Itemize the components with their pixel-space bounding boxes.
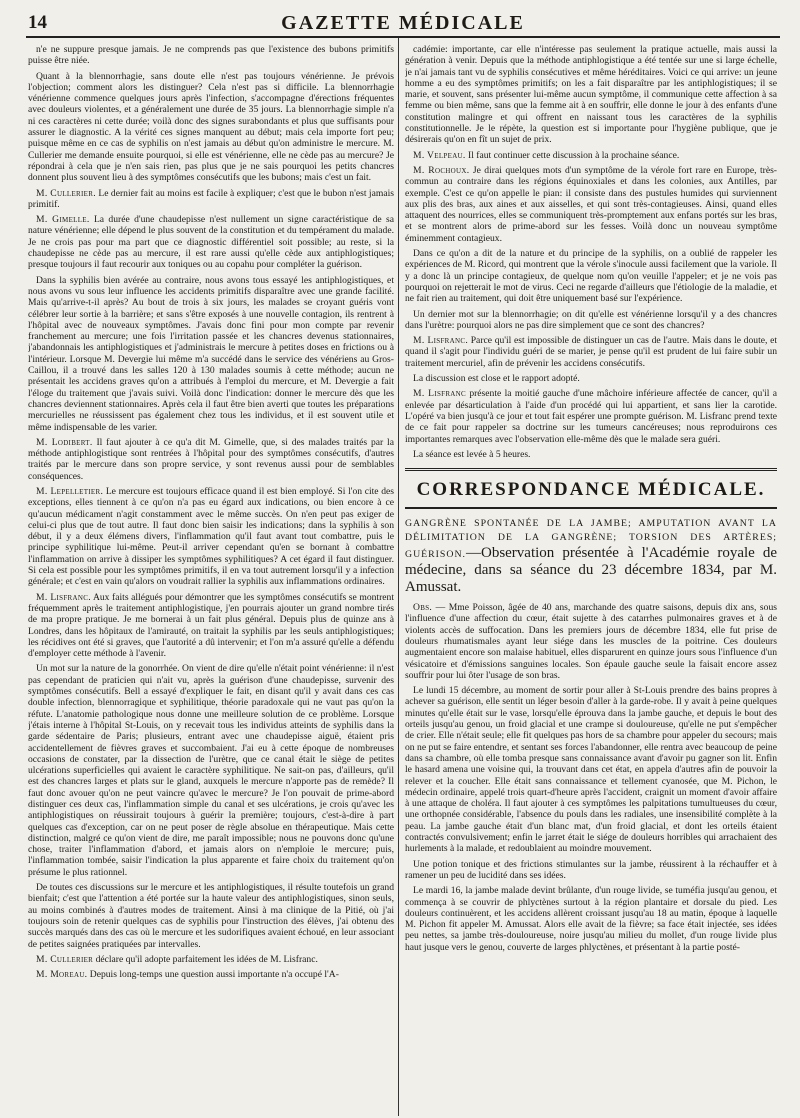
- paragraph-text: Dans la syphilis bien avérée au contraire, nous avons tous essayé les antiphlogistiques, et nous avons vu sous leur influence les accidents primitifs disparaître avec une grande facilité. Mais qu'arrive-t-il après? Au bout de trois à six jours, les malades se croyant guéris vont célébrer leur sortie à la barrière; et sans s'être exposés à une nouvelle contagion, ils rentrent à l'hôpital avec de nouveaux symptômes. J'avais donc fini pour mon compte par revenir franchement au mercure; une fois l'irritation passée et les chancres devenus stationnaires, j'abandonnais les antiphlogistiques et j'administrais le mercure à petites doses en frictions ou à l'intérieur. Lorsque M. Devergie lui même m'a succédé dans le service des vénériens au Gros-Caillou, il a trouvé dans les salles 120 à 130 malades soumis à cette méthode; aucun ne présentait les accidens graves qu'on a attribués à l'emploi du mercure, et M. Devergie a fait l'éloge du traitement que j'avais suivi. Voilà donc l'indication: donner le mercure dès que les chancres deviennent stationnaires. Après cela il faut être bien averti que toutes les préparations mercurielles ne réussissent pas également chez tous les individus, et il est souvent utile et même indispensable de les varier.: [28, 274, 394, 433]
- paragraph-text: Le lundi 15 décembre, au moment de sortir pour aller à St-Louis prendre des bains propres à achever sa guérison, elle sentit un léger besoin d'aller à la garde-robe. Il y avait à peine quelques minutes qu'elle était sur le vase, lorsqu'elle éprouva dans la jambe gauche, et depuis le bout des orteils jusqu'au genou, un froid glacial et une crampe si douloureuse, qu'elle ne put s'empêcher de crier. Elle n'était seule; elle fit quelques pas hors de sa chambre pour appeler du secours; mais on ne put se faire entendre, et sentant ses forces l'abandonner, elle rentra avec beaucoup de peine dans sa chambre, où elle tomba presque sans connaissance avant d'avoir pu gagner son lit. Enfin le hasard amena une voisine qui, la trouvant dans cet état, en appela d'autres afin de pouvoir la relever et la coucher. Elle était sans connaissance et tellement cyanosée, que M. Pichon, le médecin ordinaire, appelé trois quart-d'heure après l'accident, craignit un moment d'avoir affaire à une attaque de choléra. Il faut ajouter à ces symptômes les palpitations tumultueuses du cœur, une orthopnée considérable, l'absence du pouls dans les radiales, une insensibilité complète à la peau. La jambe gauche était d'un blanc mat, d'un froid glacial, et dont les orteils étaient contractés convulsivement; enfin le jarret était le siége de douleurs horribles qui arrachaient des hurlements à la malade, et redoublaient au moindre mouvement.: [405, 685, 777, 855]
- paragraph-text: Un mot sur la nature de la gonorrhée. On vient de dire qu'elle n'était point vénérienne: il n'est pas cependant de praticien qui n'ait vu, après la guérison d'une chaudepisse, survenir des symptômes consécutifs. Bell a essayé d'expliquer le fait, en disant qu'il y avait dans ces cas double infection, blennorragique et syphilitique, théorie paradoxale qui ne vaut pas qu'on la réfute. L'anatomie pathologique nous donne une meilleure solution de ce problème. Lorsque j'étais interne à l'hôpital St-Louis, on y recevait tous les individus atteints de syphilis dans la garde sédentaire de Paris; plusieurs, entrant avec une chaudepisse aiguë, étaient pris accidentellement de fièvres graves et succombaient. J'ai eu à cette époque de nombreuses occasions de constater, par la dissection de l'urètre, que ce canal était le siège de petites ulcérations superficielles qui avaient le caractère syphilitique. Ne sait-on pas, d'ailleurs, qu'il est des chancres larges et plats sur le gland, auxquels le mercure n'apporte pas de remède? Il faut donc avouer qu'on ne peut vaincre qu'avec le mercure? Je l'on pouvait de prime-abord distinguer ces deux cas, l'inflammation simple du canal et ses ulcérations, je crois qu'avec les antiphlogistiques on réussirait toujours à guérir la première; toujours, c'est-à-dire à part quelques cas d'exception, car on ne peut poser de règle absolue en thérapeutique. Mais cette distinction, malgré ce qu'on vient de dire, me paraît impossible; nous ne pouvons donc qu'une chose, traiter l'inflammation d'abord, et jamais alors on n'emploie le mercure; puis, l'inflammation tombée, saisir l'indication la plus apparente et faire choix du traitement qu'on présume le plus rationnel.: [28, 663, 394, 878]
- paragraph: [405, 248, 777, 304]
- paragraph: [28, 486, 394, 588]
- paragraph-text: Depuis long-temps une question aussi importante n'a occupé l'A-: [89, 969, 339, 981]
- paragraph-text: Il faut ajouter à ce qu'a dit M. Gimelle, que, si des malades traités par la méthode antiphlogistique sont rentrées à l'hôpital pour des symptômes consécutifs, d'autres traités par le mercure dans son propre service, y sont revenus aussi pour de semblables conséquences.: [28, 436, 394, 482]
- paragraph: [405, 685, 777, 854]
- paragraph: [405, 373, 777, 384]
- paragraph: [28, 882, 394, 950]
- paragraph: [405, 165, 777, 244]
- speaker-name: M. Moreau.: [36, 969, 88, 981]
- speaker-name: M. Lodibert.: [36, 436, 93, 448]
- paragraph: [28, 663, 394, 878]
- paragraph-text: — Mme Poisson, âgée de 40 ans, marchande des quatre saisons, depuis dix ans, sous l'influence d'une affection du cœur, était sujette à des catarrhes pulmonaires graves et à de violents accès de suffocation. Dans les premiers jours de décembre 1834, elle fut prise de douleurs rhumatismales ayant leur siége dans les muscles de la poitrine. Ces douleurs augmentaient encore son malaise habituel, elles disparurent en quinze jours sous l'influence d'un vésicatoire et d'émissions sanguines locales. Son épaule gauche seule la faisait encore assez souffrir pour lui ôter l'usage de son bras.: [405, 602, 777, 681]
- article-title: [405, 517, 777, 596]
- paragraph: [405, 335, 777, 369]
- paragraph-text: Un dernier mot sur la blennorrhagie; on dit qu'elle est vénérienne lorsqu'il y a des chancres dans l'urètre: pourquoi alors ne pas dire simplement que ce sont des chancres?: [405, 308, 777, 331]
- page-header: [26, 12, 780, 32]
- paragraph: [28, 188, 394, 211]
- paragraph: [28, 275, 394, 433]
- paragraph-text: Dans ce qu'on a dit de la nature et du principe de la syphilis, on a oublié de rappeler les expériences de M. Ricord, qui montrent que la vérole s'inocule aussi facilement que la variole. Il y a donc là un principe contagieux, de quelque nom qu'on veuille l'appeler; et je ne vois pas pourquoi on rejetterait le mot de virus. Ceci ne regarde d'ailleurs que l'étiologie de la maladie, et ne fait rien au traitement, qui doit être uniquement basé sur l'expérience.: [405, 248, 777, 305]
- paragraph-text: Le mardi 16, la jambe malade devint brûlante, d'un rouge livide, se tuméfia jusqu'au genou, et commença à se couvrir de phlyctènes surtout à la région plantaire et dorsale du pied. Les douleurs continuèrent, et les accidens allèrent croissant jusqu'au 18 au matin, époque à laquelle M. Pichon fit appeler M. Amussat. Alors elle avait de la fièvre; sa face était injectée, ses idées peu nettes, sa jambe très-douloureuse, noire jusqu'au milieu du mollet, d'un rouge livide plus haut jusque vers le genou, couverte de larges phlyctènes, et présentant à la partie posté-: [405, 885, 777, 953]
- paragraph-text: n'e ne suppure presque jamais. Je ne comprends pas que l'existence des bubons primitifs puisse être niée.: [28, 44, 394, 67]
- paragraph-text: La séance est levée à 5 heures.: [413, 448, 531, 460]
- paragraph: [28, 437, 394, 482]
- speaker-name: M. Lepelletier.: [36, 485, 104, 497]
- paragraph: [28, 71, 394, 184]
- speaker-name: M. Lisfranc.: [36, 591, 91, 603]
- speaker-name: M. Rochoux.: [413, 164, 470, 176]
- paragraph-text: Quant à la blennorrhagie, sans doute elle n'est pas toujours vénérienne. Je prévois l'objection; comment alors les distinguer? Cela n'est pas si difficile. La blennorrhagie vénérienne commence quelques jours après l'infection, s'accompagne d'érections fréquentes avec douleurs violentes, et a généralement une durée de 35 jours. La blennorrhagie simple n'a ni ces caractères ni cette durée; voilà donc des signes surabondants et plus que suffisants pour assurer le diagnostic. A la vérité ces signes manquent au début; mais cela importe fort peu; puisque même en ce cas de syphilis on n'est jamais au début qu'on administre le mercure. M. Cullerier me demande ensuite pourquoi, si elle est vénérienne, elle ne cède pas au mercure? Je répondrai à cela que je n'en sais rien, pas plus que je ne sais pourquoi les petits chancres donnent plus souvent lieu à des symptômes consécutifs que les bubons; mais c'est un fait.: [28, 70, 394, 184]
- academy-discussion: [405, 44, 777, 460]
- paragraph-text: présente la moitié gauche d'une mâchoire inférieure affectée de cancer, qu'il a enlevée par désarticulation à l'aide d'un procédé qui lui appartient, et sans lier la carotide. L'opéré va bien jusqu'à ce jour et tout fait espérer une prompte guérison. M. Lisfranc prend texte de ce fait pour rappeler sa doctrine sur les tumeurs cancéreuses; nous reproduirons ces importantes remarques avec l'observation elle-même dès que le malade sera guéri.: [405, 388, 777, 445]
- paragraph: [405, 885, 777, 953]
- paragraph: [28, 592, 394, 660]
- paragraph-text: Je dirai quelques mots d'un symptôme de la vérole fort rare en Europe, très-commun au contraire dans les régions équinoxiales et dans les colonies, aux Antilles, par exemple. C'est ce qu'on appelle le pian: il consiste dans des pustules humides qui surviennent aux plis des bras, aux aines et aux aisselles, et qui sont très-contagieuses. Ainsi, quand elles attaquent des nourrices, elles se communiquent très-promptement aux enfans portés sur les bras, et se montrent alors de prime-abord sur les fesses. Voilà donc un nouveau symptôme éminemment contagieux.: [405, 164, 777, 244]
- journal-title: GAZETTE MÉDICALE: [281, 12, 525, 34]
- section-title: CORRESPONDANCE MÉDICALE.: [416, 479, 766, 501]
- left-column: [28, 44, 394, 1116]
- header-rule: [26, 36, 780, 38]
- right-column: [405, 44, 777, 1116]
- page-number: 14: [28, 12, 47, 33]
- speaker-name: M. Cullerier: [36, 953, 94, 965]
- paragraph-text: Aux faits allégués pour démontrer que les symptômes consécutifs se montrent fréquemment après le traitement antiphlogistique, j'en pourrais ajouter un grand nombre tirés de ma propre pratique. Je me bornerai à un fait plus général. Depuis plus de quinze ans à Londres, dans les hôpitaux de l'amirauté, on traitait la syphilis par les seuls antiphlogistiques; les récidives ont été si graves, que l'autorité a dû intervenir; et l'on m'a assuré qu'elle a défendu d'employer cette méthode à l'avenir.: [28, 591, 394, 660]
- paragraph: [405, 449, 777, 460]
- paragraph: [28, 969, 394, 980]
- paragraph: [405, 602, 777, 681]
- paragraph-text: De toutes ces discussions sur le mercure et les antiphlogistiques, il résulte toutefois un grand bienfait; c'est que l'attention a été portée sur la haute valeur des antiphlogistiques, sinon seuls, au moins combinés à d'autres modes de traitement. Ainsi à ma clinique de la Pitié, où j'ai toujours soin de retenir quelques cas de syphilis pour l'instruction des élèves, j'ai obtenu des succès marqués dans des cas où le mercure et les sudorifiques avaient échoué, en leur associant de petites saignées pratiquées par intervalles.: [28, 882, 394, 950]
- paragraph-text: Le mercure est toujours efficace quand il est bien employé. Si l'on cite des exceptions, elles tiennent à ce qu'on n'a pas eu égard aux indications, ou bien encore à ce qu'aucun médicament n'agit constamment avec le même succès. On n'en peut pas exiger de celui-ci plus que de tout autre. Il faut donc bien saisir les indications; dans la syphilis à son début, il y a deux élémens divers, l'inflammation qu'il faut avant tout combattre, puis le principe syphilitique lui-même. Peut-il arriver cependant qu'en se bornant à combattre l'inflammation on arrive à dissiper les symptômes syphilitiques? A cet égard il faut distinguer. Si cela est possible pour les symptômes primitifs, il en va tout autrement lorsqu'il y a infection générale; et c'est en vain qu'alors on voudrait rallier la syphilis aux inflammations ordinaires.: [28, 485, 394, 588]
- paragraph: [405, 388, 777, 444]
- speaker-name: M. Cullerier.: [36, 187, 96, 199]
- speaker-name: Obs.: [413, 602, 433, 614]
- paragraph-text: Parce qu'il est impossible de distinguer un cas de l'autre. Mais dans le doute, et quand il s'agit pour l'individu guéri de se marier, je pense qu'il est prudent de lui faire subir un traitement mercuriel, afin de prévenir les accidens consécutifs.: [405, 335, 777, 369]
- paragraph: [405, 309, 777, 332]
- paragraph-text: Il faut continuer cette discussion à la prochaine séance.: [468, 149, 680, 161]
- paragraph: [405, 150, 777, 161]
- paragraph-text: cadémie: importante, car elle n'intéresse pas seulement la pratique actuelle, mais aussi la génération à venir. Depuis que la méthode antiphlogistique a été tentée sur une si large échelle, je n'ai jamais tant vu de syphilis consécutives et même héréditaires. Voici ce qui arrive: un jeune homme a eu des symptômes primitifs; on les a fait disparaître par les antiphlogistiques; il se marie, et souvent, sans présenter lui-même aucun symptôme, il communique cette affection à sa femme ou bien même, sans que la femme ait à en souffrir, elle donne le jour à des enfants d'une constitution malingre et qui offrent en naissant tous les caractères de la syphilis constitutionnelle. Je le répète, la question est si importante pour l'hygiène publique, que je désirerais qu'on en fît un sujet de prix.: [405, 44, 777, 146]
- section-header: [405, 468, 777, 509]
- speaker-name: M. Lisfranc.: [413, 335, 469, 347]
- article-title-caps: GANGRÈNE SPONTANÉE DE LA JAMBE; AMPUTATION AVANT LA DÉLIMITATION DE LA GANGRÈNE; TORSION DES ARTÈRES; GUÉRISON.: [405, 518, 777, 561]
- paragraph-text: déclare qu'il adopte parfaitement les idées de M. Lisfranc.: [95, 953, 318, 965]
- speaker-name: M. Gimelle.: [36, 214, 90, 226]
- observation-text: [405, 602, 777, 953]
- paragraph-text: La durée d'une chaudepisse n'est nullement un signe caractéristique de sa nature vénérienne; elle dépend le plus souvent de la constitution et du tempérament du malade. Je ne crois pas pour ma part que ce diagnostic différentiel soit possible; au reste, si la chaudepisse ne cède pas au mercure, il est rare aussi qu'elle cède aux antiphlogistiques; presque toujours il faut recourir aux toniques ou au copahu pour compléter la guérison.: [28, 214, 394, 271]
- column-divider: [398, 38, 399, 1116]
- speaker-name: M. Velpeau.: [413, 149, 466, 161]
- speaker-name: M. Lisfranc: [413, 388, 466, 400]
- paragraph-text: La discussion est close et le rapport adopté.: [413, 373, 580, 385]
- article-title-rest: —Observation présentée à l'Académie royale de médecine, dans sa séance du 23 décembre 1834, par M. Amussat.: [405, 545, 777, 596]
- paragraph-text: Une potion tonique et des frictions stimulantes sur la jambe, réussirent à la réchauffer et à ramener un peu de lucidité dans ses idées.: [405, 858, 777, 881]
- paragraph: [405, 859, 777, 882]
- paragraph: [28, 954, 394, 965]
- paragraph: [28, 214, 394, 270]
- paragraph: [28, 44, 394, 67]
- paragraph: [405, 44, 777, 146]
- paragraph-text: Le dernier fait au moins est facile à expliquer; c'est que le bubon n'est jamais primitif.: [28, 187, 394, 210]
